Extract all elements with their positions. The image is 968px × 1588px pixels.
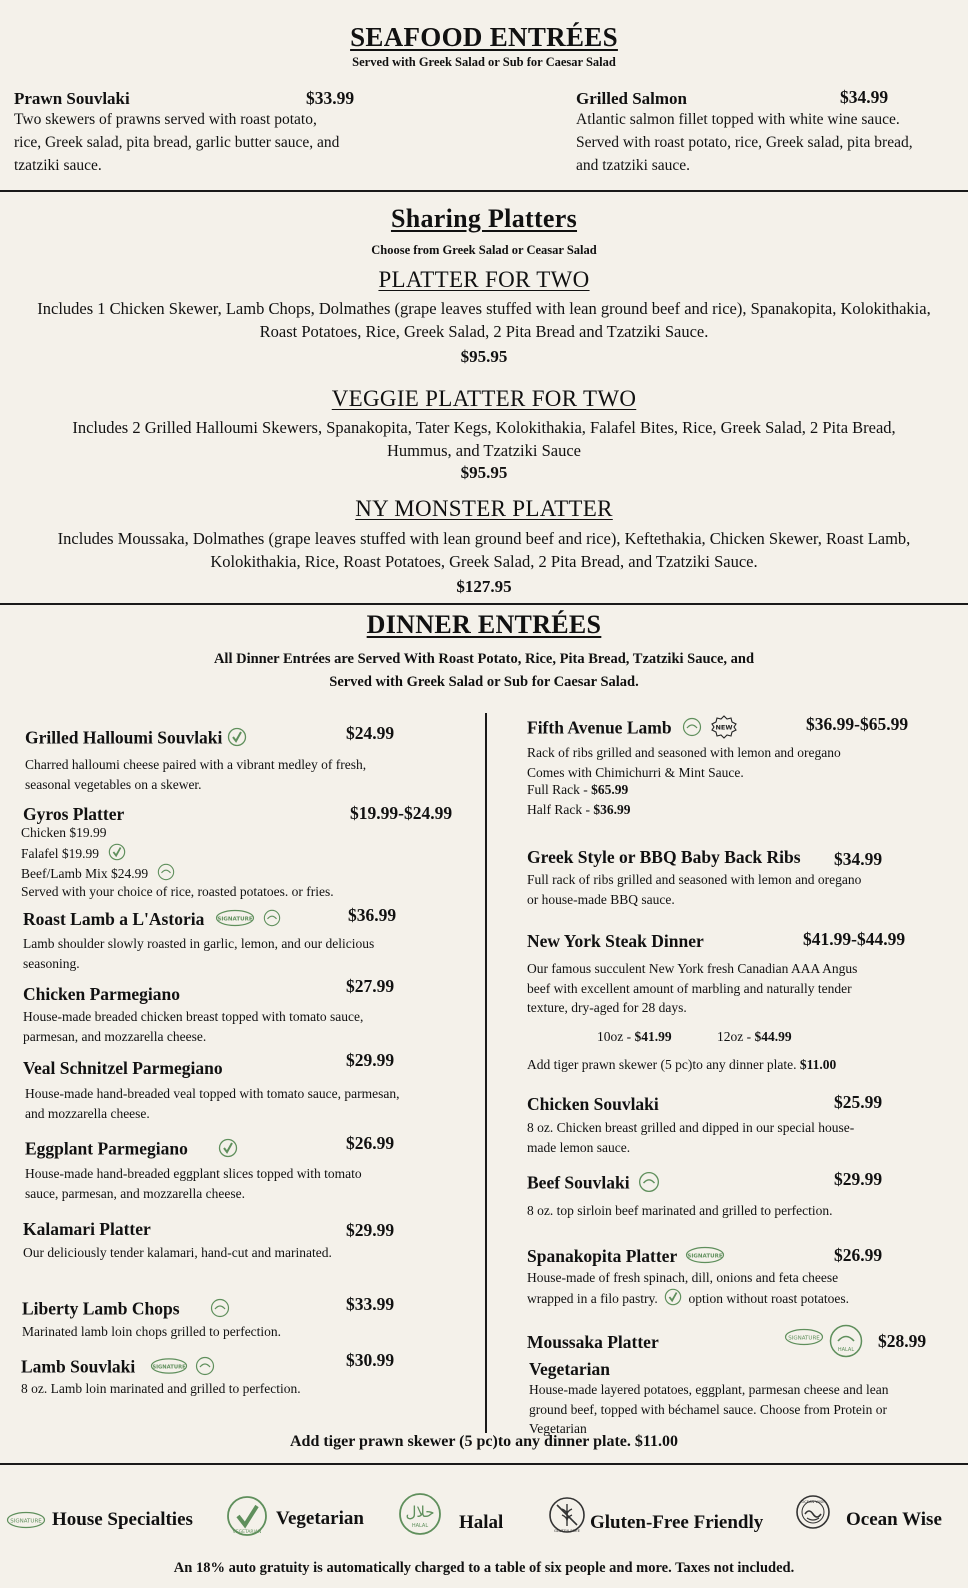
legend-vegetarian-icon (226, 1495, 268, 1542)
signature-icon (685, 1246, 725, 1269)
item-name (25, 727, 247, 752)
dinner-title: DINNER ENTRÉES (366, 610, 602, 639)
item-option (527, 780, 628, 800)
item-desc: Our famous succulent New York fresh Canadian AAA Angus beef with excellent amount of marbling and naturally tender texture, dry-aged for 28 days. (527, 961, 858, 1015)
item-name: Kalamari Platter (23, 1219, 151, 1239)
item-desc: House-made breaded chicken breast topped with tomato sauce, parmesan, and mozzarella cheese. (23, 1009, 364, 1044)
signature-label: SIGNATURE (151, 1364, 186, 1371)
item-name-text: Beef Souvlaki (527, 1172, 630, 1193)
item-name-sub: Vegetarian (529, 1359, 611, 1379)
option-price: $41.99 (634, 1029, 672, 1044)
column-divider (485, 713, 487, 1433)
platter-price: $95.95 (460, 347, 508, 366)
platter-name: VEGGIE PLATTER FOR TWO (331, 386, 637, 411)
item-option-text: Beef/Lamb Mix $24.99 (21, 865, 149, 881)
item-name: Prawn Souvlaki (14, 89, 130, 108)
item-option (527, 800, 630, 820)
item-price: $30.99 (346, 1350, 395, 1370)
halal-icon (195, 1356, 215, 1381)
gluten-label: GLUTEN FREE (553, 1528, 581, 1533)
platter-name: NY MONSTER PLATTER (355, 496, 613, 521)
vegetarian-icon (218, 1138, 238, 1163)
item-desc: 8 oz. Lamb loin marinated and grilled to perfection. (21, 1381, 301, 1396)
halal-arabic: حلال (405, 1503, 435, 1521)
item-price: $24.99 (346, 723, 395, 743)
item-name: Greek Style or BBQ Baby Back Ribs (527, 847, 801, 867)
item-desc-text: option without roast potatoes. (688, 1290, 849, 1306)
halal-icon (210, 1298, 230, 1323)
item-name: Chicken Souvlaki (527, 1094, 659, 1114)
halal-icon (263, 909, 281, 932)
vegetarian-icon (664, 1288, 682, 1312)
signature-icon (150, 1357, 188, 1380)
halal-icon (638, 1171, 660, 1198)
item-option: Chicken $19.99 (21, 825, 107, 840)
item-name-text: Grilled Halloumi Souvlaki (25, 727, 223, 748)
item-name: Moussaka Platter (527, 1332, 659, 1352)
signature-icon (784, 1328, 824, 1351)
item-name-text: Fifth Avenue Lamb (527, 717, 672, 738)
item-name: Grilled Salmon (576, 89, 687, 108)
item-name: New York Steak Dinner (527, 931, 704, 951)
item-price: $29.99 (834, 1169, 883, 1189)
item-price: $34.99 (834, 849, 883, 869)
item-desc: Marinated lamb loin chops grilled to perfection. (22, 1324, 282, 1339)
item-desc: Atlantic salmon fillet topped with white wine sauce. Served with roast potato, rice, Greek salad, pita bread, and tzatziki sauce. (576, 111, 913, 174)
item-price: $19.99-$24.99 (350, 803, 453, 823)
signature-label: SIGNATURE (788, 1335, 820, 1342)
item-name: Chicken Parmegiano (23, 984, 181, 1004)
platters-subtitle: Choose from Greek Salad or Ceasar Salad (371, 243, 597, 257)
option-price: $36.99 (593, 802, 631, 817)
item-price: $36.99 (348, 905, 397, 925)
platters-title: Sharing Platters (390, 204, 578, 233)
legend-veg: Vegetarian (276, 1508, 364, 1529)
item-option (717, 1027, 792, 1047)
halal-icon (829, 1324, 863, 1363)
footer-note: An 18% auto gratuity is automatically charged to a table of six people and more. Taxes not included. (173, 1560, 795, 1576)
vegetarian-icon (227, 727, 247, 752)
item-name-text: Spanakopita Platter (527, 1246, 677, 1266)
signature-label: SIGNATURE (217, 916, 253, 923)
item-desc-text: House-made of fresh spinach, dill, onions and feta cheese wrapped in a filo pastry. (527, 1270, 839, 1306)
seafood-title: SEAFOOD ENTRÉES (350, 22, 618, 52)
item-price: $27.99 (346, 976, 395, 996)
item-price: $33.99 (306, 88, 355, 108)
option-label: Full Rack - (527, 782, 592, 797)
item-price: $26.99 (346, 1133, 395, 1153)
item-desc: Two skewers of prawns served with roast potato, rice, Greek salad, pita bread, garlic butter sauce, and tzatziki sauce. (14, 111, 340, 174)
item-addon (527, 1055, 836, 1075)
item-name-text: Lamb Souvlaki (21, 1356, 136, 1377)
item-name-text: Roast Lamb a L'Astoria (23, 909, 205, 929)
item-price: $28.99 (878, 1331, 927, 1351)
halal-label: HALAL (411, 1523, 429, 1529)
new-label: NEW (715, 723, 733, 732)
item-price: $33.99 (346, 1294, 395, 1314)
item-price: $41.99-$44.99 (803, 929, 906, 949)
legend-house: House Specialties (52, 1509, 193, 1530)
option-label: Half Rack - (527, 802, 594, 817)
item-desc (527, 1268, 857, 1311)
item-option-text: Falafel $19.99 (21, 845, 99, 861)
new-icon (710, 715, 738, 744)
dinner-subtitle-1: All Dinner Entrées are Served With Roast Potato, Rice, Pita Bread, Tzatziki Sauce, and (213, 651, 755, 667)
item-name: Veal Schnitzel Parmegiano (23, 1058, 223, 1078)
item-name (22, 1298, 230, 1323)
addon-footer: Add tiger prawn skewer (5 pc)to any dinner plate. $11.00 (289, 1433, 678, 1450)
item-desc: Served with your choice of rice, roasted potatoes. or fries. (21, 884, 334, 899)
platter-desc: Includes 2 Grilled Halloumi Skewers, Spanakopita, Tater Kegs, Kolokithakia, Falafel Bites, Rice, Greek Salad, 2 Pita Bread, Hummus, and Tzatziki Sauce (72, 418, 896, 460)
item-price: $25.99 (834, 1092, 883, 1112)
signature-label: SIGNATURE (687, 1253, 723, 1260)
item-desc: House-made hand-breaded veal topped with tomato sauce, parmesan, and mozzarella cheese. (25, 1086, 400, 1121)
item-name-text: Eggplant Parmegiano (25, 1138, 188, 1159)
item-name (527, 715, 738, 744)
item-name (25, 1138, 238, 1163)
item-price: $26.99 (834, 1245, 883, 1265)
item-name (23, 909, 281, 932)
seafood-subtitle: Served with Greek Salad or Sub for Caesar Salad (352, 55, 616, 69)
item-name (527, 1171, 660, 1198)
legend-halal-icon (398, 1492, 442, 1541)
dinner-subtitle-2: Served with Greek Salad or Sub for Caesar Salad. (329, 674, 639, 690)
platter-desc: Includes 1 Chicken Skewer, Lamb Chops, Dolmathes (grape leaves stuffed with lean ground beef and rice), Spanakopita, Kolokithakia, Roast Potatoes, Rice, Greek Salad, 2 Pita Bread and Tzatziki Sauce. (37, 299, 931, 341)
legend-ocean: Ocean Wise (846, 1509, 942, 1530)
signature-label: SIGNATURE (10, 1518, 42, 1525)
item-desc: Our deliciously tender kalamari, hand-cut and marinated. (23, 1245, 332, 1260)
item-desc: House-made hand-breaded eggplant slices topped with tomato sauce, parmesan, and mozzarella cheese. (25, 1166, 362, 1201)
legend-gluten: Gluten-Free Friendly (590, 1512, 764, 1533)
section-divider (0, 190, 968, 192)
item-name: Gyros Platter (23, 804, 125, 824)
item-desc: Rack of ribs grilled and seasoned with lemon and oregano Comes with Chimichurri & Mint Sauce. (527, 745, 841, 780)
halal-icon (682, 717, 702, 742)
legend-gluten-icon (548, 1496, 586, 1539)
option-price: $65.99 (591, 782, 629, 797)
option-label: 12oz - (717, 1029, 755, 1044)
item-price: $29.99 (346, 1220, 395, 1240)
item-desc: Full rack of ribs grilled and seasoned with lemon and oregano or house-made BBQ sauce. (527, 872, 862, 907)
item-name (21, 1356, 215, 1381)
section-divider (0, 1463, 968, 1465)
vegetarian-label: VEGETARIAN (232, 1530, 262, 1535)
item-desc: 8 oz. top sirloin beef marinated and grilled to perfection. (527, 1203, 833, 1218)
platter-name: PLATTER FOR TWO (378, 267, 590, 292)
item-desc: Lamb shoulder slowly roasted in garlic, lemon, and our delicious seasoning. (23, 936, 375, 971)
section-divider (0, 603, 968, 605)
addon-text: Add tiger prawn skewer (5 pc)to any dinner plate. (527, 1057, 800, 1072)
item-price: $29.99 (346, 1050, 395, 1070)
item-price: $36.99-$65.99 (806, 714, 909, 734)
platter-price: $127.95 (456, 577, 512, 596)
legend-halal: Halal (459, 1512, 504, 1533)
item-price: $34.99 (840, 87, 889, 107)
item-option (597, 1027, 672, 1047)
legend-ocean-icon (795, 1494, 831, 1535)
option-label: 10oz - (597, 1029, 635, 1044)
signature-icon (215, 909, 255, 932)
item-desc: Charred halloumi cheese paired with a vibrant medley of fresh, seasonal vegetables on a skewer. (25, 757, 367, 792)
ocean-label: OCEAN WISE (801, 1500, 825, 1504)
halal-label: HALAL (837, 1347, 855, 1353)
option-price: $44.99 (754, 1029, 792, 1044)
item-desc: 8 oz. Chicken breast grilled and dipped in our special house-made lemon sauce. (527, 1120, 855, 1155)
legend-signature-icon (6, 1510, 46, 1535)
platter-desc: Includes Moussaka, Dolmathes (grape leaves stuffed with lean ground beef and rice), Keftethakia, Chicken Skewer, Roast Lamb, Kolokithakia, Rice, Roast Potatoes, Greek Salad, 2 Pita Bread, and Tzatziki Sauce. (57, 529, 911, 571)
item-desc: House-made layered potatoes, eggplant, parmesan cheese and lean ground beef, topped with béchamel sauce. Choose from Protein or Vegetarian (529, 1382, 889, 1436)
platter-price: $95.95 (460, 463, 508, 482)
addon-price: $11.00 (799, 1057, 837, 1072)
item-name (527, 1246, 725, 1269)
item-name-text: Liberty Lamb Chops (22, 1298, 180, 1319)
